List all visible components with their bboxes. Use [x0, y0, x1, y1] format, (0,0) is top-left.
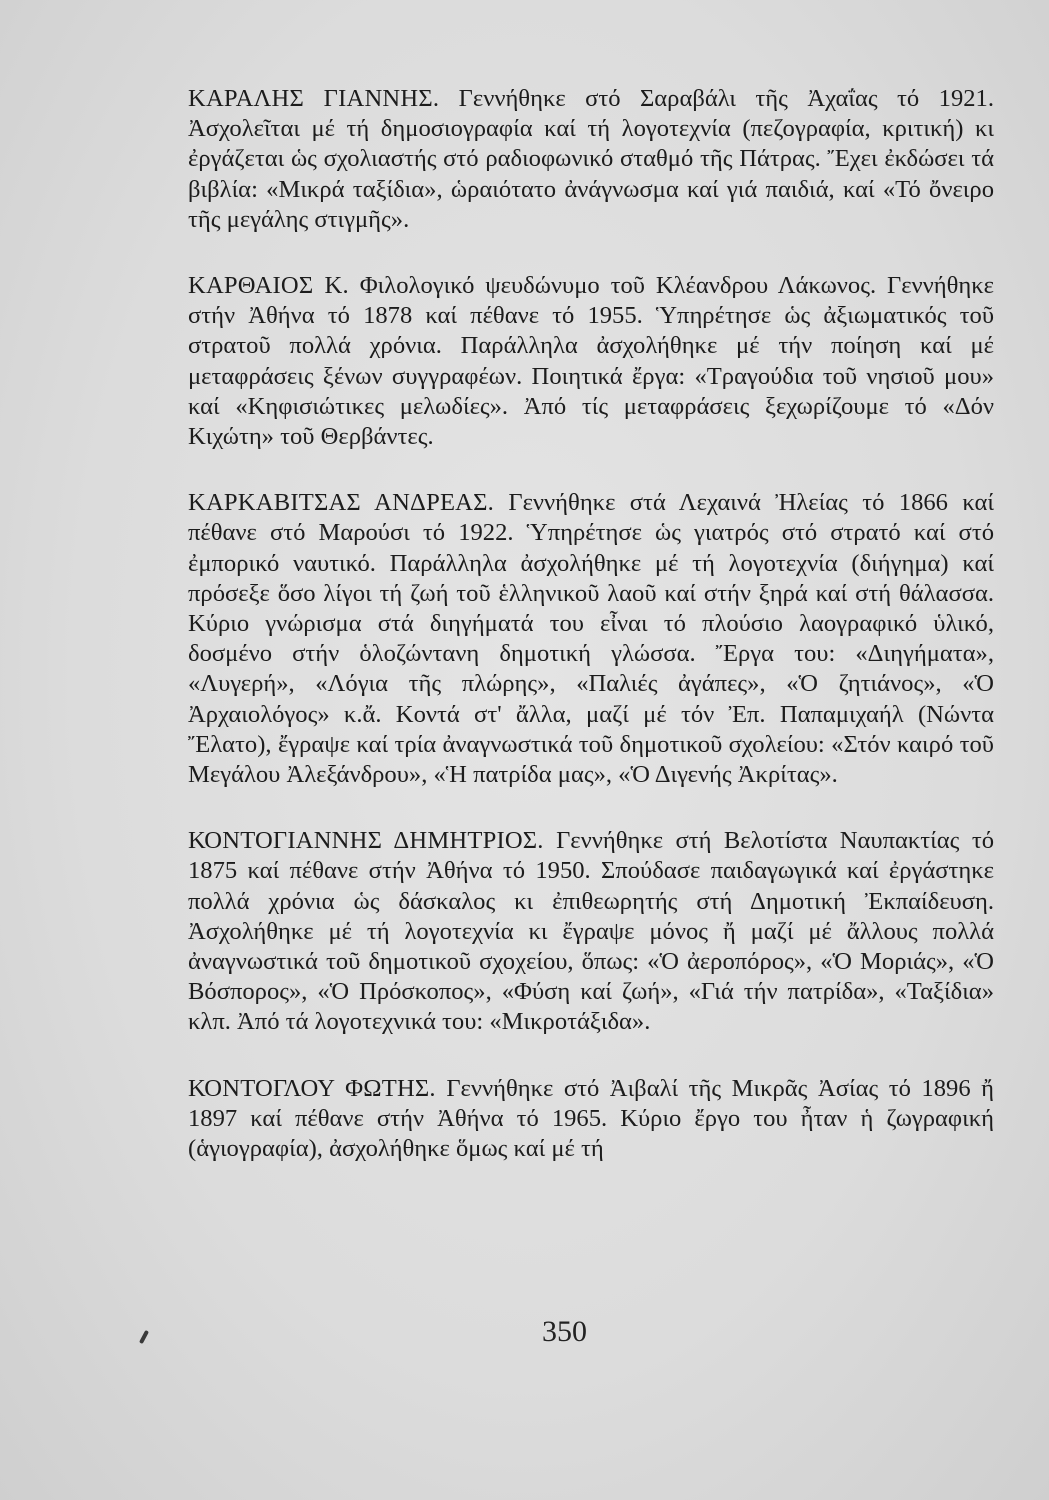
text-column — [188, 84, 994, 1164]
entry-kontoglou — [188, 1074, 994, 1165]
entry-karalis — [188, 84, 994, 235]
entry-karkavitsas — [188, 488, 994, 790]
page-number: 350 — [542, 1315, 587, 1348]
entry-heading: ΚΑΡΘΑΙΟΣ Κ. — [188, 272, 349, 300]
entry-body: Γεννήθηκε στό Σαραβάλι τῆς Ἀχαΐας τό 1921. Ἀσχολεῖται μέ τή δημοσιογραφία καί τή λογοτεχνία (πεζογραφία, κριτική) κι ἐργάζεται ὡς σχολιαστής στό ραδιοφωνικό σταθμό τῆς Πάτρας. Ἔχει ἐκδώσει τά βιβλία: «Μικρά ταξίδια», ὡραιότατο ἀνάγνωσμα καί γιά παιδιά, καί «Τό ὄνειρο τῆς μεγάλης στιγμῆς». — [188, 85, 994, 233]
entry-heading: ΚΟΝΤΟΓΛΟΥ ΦΩΤΗΣ. — [188, 1074, 436, 1102]
entry-kontogiannis — [188, 826, 994, 1037]
entry-body: Γεννήθηκε στό Ἀιβαλί τῆς Μικρᾶς Ἀσίας τό 1896 ἤ 1897 καί πέθανε στήν Ἀθήνα τό 1965. Κύριο ἔργο του ἦταν ἡ ζωγραφική (ἁγιογραφία), ἀσχολήθηκε ὅμως καί μέ τή — [188, 1074, 994, 1163]
entry-body: Φιλολογικό ψευδώνυμο τοῦ Κλέανδρου Λάκωνος. Γεννήθηκε στήν Ἀθήνα τό 1878 καί πέθανε τό 1955. Ὑπηρέτησε ὡς ἀξιωματικός τοῦ στρατοῦ πολλά χρόνια. Παράλληλα ἀσχολήθηκε μέ τήν ποίηση καί μέ μεταφράσεις ξένων συγγραφέων. Ποιητικά ἔργα: «Τραγούδια τοῦ νησιοῦ μου» καί «Κηφισιώτικες μελωδίες». Ἀπό τίς μεταφράσεις ξεχωρίζουμε τό «Δόν Κιχώτη» τοῦ Θερβάντες. — [188, 272, 994, 451]
entry-karthaios — [188, 271, 994, 452]
entry-body: Γεννήθηκε στά Λεχαινά Ἠλείας τό 1866 καί πέθανε στό Μαρούσι τό 1922. Ὑπηρέτησε ὡς γιατρός στό στρατό καί στό ἐμπορικό ναυτικό. Παράλληλα ἀσχολήθηκε μέ τή λογοτεχνία (διήγημα) καί πρόσεξε ὅσο λίγοι τή ζωή τοῦ ἑλληνικοῦ λαοῦ καί στήν ξηρά καί στή θάλασσα. Κύριο γνώρισμα στά διηγήματά του εἶναι τό πλούσιο λαογραφικό ὑλικό, δοσμένο στήν ὁλοζώντανη δημοτική γλώσσα. Ἔργα του: «Διηγήματα», «Λυγερή», «Λόγια τῆς πλώρης», «Παλιές ἀγάπες», «Ὁ ζητιάνος», «Ὁ Ἀρχαιολόγος» κ.ἄ. Κοντά στ' ἄλλα, μαζί μέ τόν Ἐπ. Παπαμιχαήλ (Νώντα Ἔλατο), ἔγραψε καί τρία ἀναγνωστικά τοῦ δημοτικοῦ σχολείου: «Στόν καιρό τοῦ Μεγάλου Ἀλεξάνδρου», «Ἡ πατρίδα μας», «Ὁ Διγενής Ἀκρίτας». — [188, 489, 995, 789]
entry-heading: ΚΟΝΤΟΓΙΑΝΝΗΣ ΔΗΜΗΤΡΙΟΣ. — [188, 827, 544, 855]
entry-heading: ΚΑΡΚΑΒΙΤΣΑΣ ΑΝΔΡΕΑΣ. — [188, 489, 495, 517]
entry-body: Γεννήθηκε στή Βελοτίστα Ναυπακτίας τό 1875 καί πέθανε στήν Ἀθήνα τό 1950. Σπούδασε παιδαγωγικά καί ἐργάστηκε πολλά χρόνια ὡς δάσκαλος κι ἐπιθεωρητής στή Δημοτική Ἐκπαίδευση. Ἀσχολήθηκε μέ τή λογοτεχνία κι ἔγραψε μόνος ἤ μαζί μέ ἄλλους πολλά ἀναγνωστικά τοῦ δημοτικοῦ σχοχείου, ὅπως: «Ὁ ἀεροπόρος», «Ὁ Μοριάς», «Ὁ Βόσπορος», «Ὁ Πρόσκοπος», «Φύση καί ζωή», «Γιά τήν πατρίδα», «Ταξίδια» κλπ. Ἀπό τά λογοτεχνικά του: «Μικροτάξιδα». — [188, 827, 995, 1036]
entry-heading: ΚΑΡΑΛΗΣ ΓΙΑΝΝΗΣ. — [188, 85, 440, 112]
